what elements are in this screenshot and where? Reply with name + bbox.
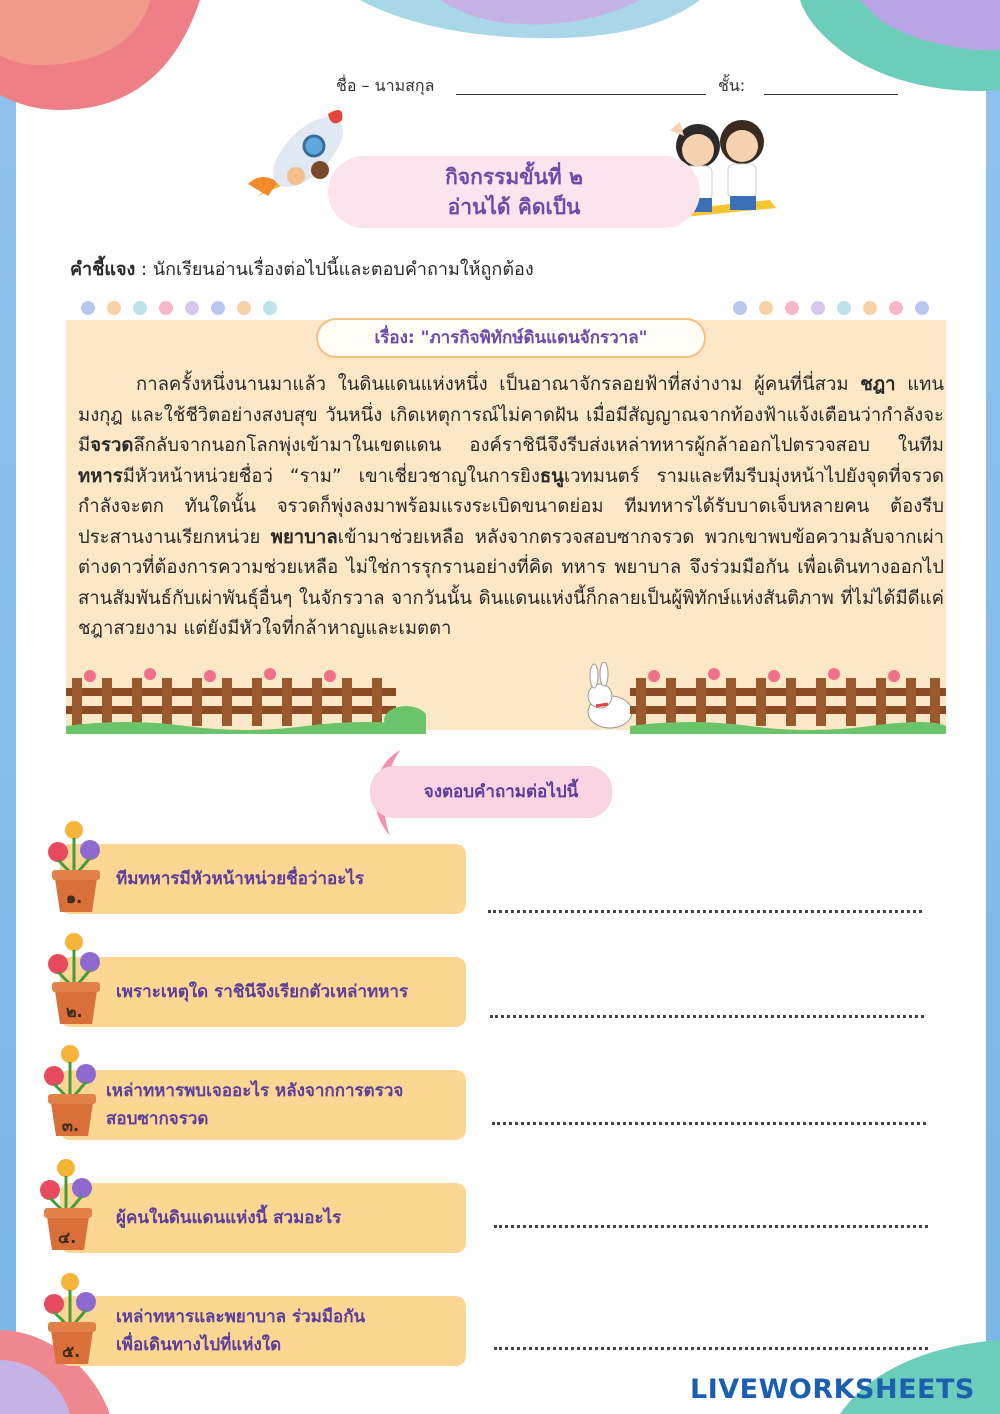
question-5-number: ๕. xyxy=(62,1342,81,1361)
left-border xyxy=(0,0,16,1414)
name-label: ชื่อ – นามสกุล xyxy=(336,76,435,95)
answer-line-2[interactable] xyxy=(490,1015,924,1018)
question-4-number: ๔. xyxy=(58,1228,77,1247)
question-2-text: เพราะเหตุใด ราชินีจึงเรียกตัวเหล่าทหาร xyxy=(116,982,409,1002)
story-bold-3: ทหาร xyxy=(78,465,123,487)
activity-title-line1: กิจกรรมขั้นที่ ๒ xyxy=(445,165,583,189)
question-5-text-line2: เพื่อเดินทางไปที่แห่งใด xyxy=(116,1335,282,1355)
answer-line-4[interactable] xyxy=(494,1225,928,1228)
story-bold-5: พยาบาล xyxy=(270,526,338,548)
story-part-6: เข้ามาช่วยเหลือ หลังจากตรวจสอบซากจรวด พวกเขาพบข้อความลับจากเผ่าต่างดาวที่ต้องการความช่วยเหลือ ไม่ใช่การรุกรานอย่างที่คิด ทหาร พยาบาล จึงร่วมมือกัน เพื่อเดินทางออกไปสานสัมพันธ์กับเผ่าพันธุ์อื่นๆ ในจักรวาล จากวันนั้น ดินแดนแห่งนี้ก็กลายเป็นผู้พิทักษ์แห่งสันติภาพ ที่ไม่ได้มีดีแค่ ชฎาสวยงาม แต่ยังมีหัวใจที่กล้าหาญและเมตตา xyxy=(78,526,945,639)
flower-dots-left xyxy=(78,298,278,320)
flower-dots-right xyxy=(730,298,940,320)
story-part-5: เวทมนตร์ รามและทีมรีบมุ่งหน้าไปยังจุดที่จรวดกำลังจะตก ทันใดนั้น จรวดก็พุ่งลงมาพร้อมแรงระเบิดขนาดย่อม ทีมทหารได้รับบาดเจ็บหลายคน ต้องรีบประสานงานเรียกหน่วย xyxy=(78,465,944,548)
answer-line-5[interactable] xyxy=(494,1347,928,1350)
question-2-number: ๒. xyxy=(66,1002,83,1021)
story-part-3: ลึกลับจากนอกโลกพุ่งเข้ามาในเขตแดน องค์ราชินีจึงรีบส่งเหล่าทหารผู้กล้าออกไปตรวจสอบ ในทีม xyxy=(133,435,944,456)
story-part-2: แทนมงกุฎ และใช้ชีวิตอย่างสงบสุข วันหนึ่ง เกิดเหตุการณ์ไม่คาดฝัน เมื่อมีสัญญาณจากท้องฟ้าแจ้งเตือนว่ากำลังจะมี xyxy=(78,374,944,456)
question-card-5 xyxy=(60,1296,466,1366)
fence-right-decoration xyxy=(630,668,946,734)
instruction-label: คำชี้แจง xyxy=(70,259,136,280)
question-card-2 xyxy=(60,957,466,1027)
answer-line-1[interactable] xyxy=(488,910,922,913)
question-3-text-line1: เหล่าทหารพบเจออะไร หลังจากการตรวจ xyxy=(106,1081,404,1101)
question-card-3 xyxy=(60,1070,466,1140)
story-part-4: มีหัวหน้าหน่วยชื่อว่ “ราม” เขาเชี่ยวชาญในการยิง xyxy=(122,465,540,487)
class-label: ชั้น: xyxy=(718,76,746,95)
story-bold-4: ธนู xyxy=(539,465,564,487)
story-part-1: กาลครั้งหนึ่งนานมาแล้ว ในดินแดนแห่งหนึ่ง เป็นอาณาจักรลอยฟ้าที่สง่างาม ผู้คนที่นี่สวม xyxy=(136,374,861,395)
activity-title-line2: อ่านได้ คิดเป็น xyxy=(447,195,581,219)
question-1-number: ๑. xyxy=(66,888,83,907)
question-card-4 xyxy=(60,1183,466,1253)
question-card-1 xyxy=(60,844,466,914)
story-title: เรื่อง: "ภารกิจพิทักษ์ดินแดนจักรวาล" xyxy=(316,318,706,358)
question-5-text-line1: เหล่าทหารและพยาบาล ร่วมมือกัน xyxy=(116,1307,366,1327)
liveworksheets-logo: LIVEWORKSHEETS xyxy=(690,1374,975,1405)
answer-line-3[interactable] xyxy=(492,1122,926,1125)
questions-header: จงตอบคำถามต่อไปนี้ xyxy=(370,766,612,818)
story-bold-1: ชฎา xyxy=(860,374,896,395)
fence-left-decoration xyxy=(66,668,426,734)
instruction-colon: : xyxy=(135,259,153,280)
question-1-text: ทีมทหารมีหัวหน้าหน่วยชื่อว่าอะไร xyxy=(116,869,365,889)
top-wave-decoration xyxy=(0,0,1000,120)
right-border xyxy=(986,0,1000,1414)
question-3-number: ๓. xyxy=(62,1116,80,1135)
name-field[interactable] xyxy=(456,94,706,95)
instruction-text: นักเรียนอ่านเรื่องต่อไปนี้และตอบคำถามให้ถูกต้อง xyxy=(152,259,534,280)
activity-title-banner xyxy=(328,156,700,228)
story-bold-2: จรวด xyxy=(90,435,134,456)
instruction xyxy=(70,254,534,283)
question-4-text: ผู้คนในดินแดนแห่งนี้ สวมอะไร xyxy=(116,1208,342,1228)
question-3-text-line2: สอบซากจรวด xyxy=(106,1109,209,1129)
class-field[interactable] xyxy=(764,94,898,95)
story-text xyxy=(78,370,944,645)
